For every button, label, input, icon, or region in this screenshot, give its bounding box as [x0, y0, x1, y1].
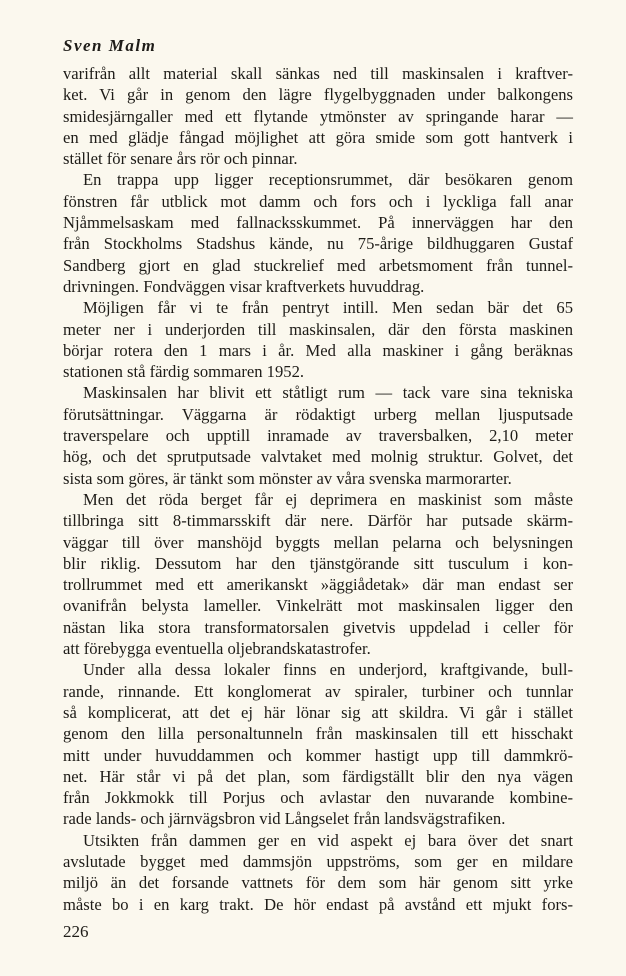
- text-line: tillbringa sitt 8-timmarsskift där nere. Därför har putsade skärm-: [63, 511, 573, 531]
- text-line: hög, och det sprutputsade valvtaket med molnig struktur. Golvet, det: [63, 447, 573, 467]
- text-line: Möjligen får vi te från pentryt intill. Men sedan bär det 65: [83, 298, 573, 318]
- paragraph: [63, 830, 573, 915]
- text-line: trollrummet med ett amerikanskt »äggiådetak» där man endast ser: [63, 575, 573, 595]
- text-line: drivningen. Fondväggen visar kraftverkets huvuddrag.: [63, 276, 425, 296]
- text-line: Men det röda berget får ej deprimera en maskinist som måste: [83, 489, 573, 509]
- text-line: att förebygga eventuella oljebrandskatastrofer.: [63, 639, 371, 659]
- text-line: traverspelare och upptill inramade av traversbalken, 2,10 meter: [63, 426, 573, 446]
- text-line: varifrån allt material skall sänkas ned till maskinsalen i kraftver-: [63, 64, 573, 83]
- page-number: 226: [63, 922, 89, 941]
- text-line: avslutade bygget med dammsjön uppströms, som ger en mildare: [63, 851, 573, 871]
- text-line: rade lands- och järnvägsbron vid Långselet från landsvägstrafiken.: [63, 809, 506, 829]
- text-line: En trappa upp ligger receptionsrummet, där besökaren genom: [83, 170, 573, 190]
- text-line: förutsättningar. Väggarna är rödaktigt urberg mellan ljusputsade: [63, 404, 573, 424]
- text-line: Maskinsalen har blivit ett ståtligt rum — tack vare sina tekniska: [83, 383, 573, 403]
- paragraph: [63, 659, 573, 829]
- text-line: fönstren får utblick mot damm och fors och i lyckliga fall anar: [63, 191, 573, 211]
- paragraph: [63, 63, 573, 169]
- text-line: rande, rinnande. Ett konglomerat av spiraler, turbiner och tunnlar: [63, 681, 573, 701]
- text-line: genom den lilla personaltunneln från maskinsalen till ett hisschakt: [63, 724, 573, 744]
- text-line: Njåmmelsaskam med fallnacksskummet. På innerväggen har den: [63, 213, 573, 233]
- paragraph: [63, 169, 573, 297]
- paragraph: [63, 489, 573, 659]
- text-line: stationen stå färdig sommaren 1952.: [63, 362, 305, 382]
- text-line: miljö än det forsande vattnets för dem som här genom sitt yrke: [63, 873, 573, 893]
- text-line: måste bo i en karg trakt. De hör endast på avstånd ett mjukt fors-: [63, 894, 573, 914]
- text-line: net. Här står vi på det plan, som färdigställt blir den nya vägen: [63, 766, 573, 786]
- text-line: väggar till över manshöjd byggts mellan pelarna och belysningen: [63, 532, 573, 552]
- text-line: nästan lika stora transformatorsalen givetvis uppdelad i celler för: [63, 617, 573, 637]
- text-line: så komplicerat, att det ej här lönar sig att skildra. Vi går i stället: [63, 702, 573, 722]
- running-head-author: Sven Malm: [63, 36, 157, 55]
- text-line: mitt under huvuddammen och kommer hastigt upp till dammkrö-: [63, 745, 573, 765]
- text-line: ovanifrån belysta lameller. Vinkelrätt mot maskinsalen ligger den: [63, 596, 573, 616]
- text-line: börjar rotera den 1 mars i år. Med alla maskiner i gång beräknas: [63, 340, 573, 360]
- text-line: sista som göres, är tänkt som mönster av våra svenska marmorarter.: [63, 468, 512, 488]
- paragraph: [63, 382, 573, 488]
- text-line: smidesjärngaller med ett flytande ytmönster av springande harar —: [63, 106, 573, 126]
- text-line: Utsikten från dammen ger en vid aspekt ej bara över det snart: [83, 830, 573, 850]
- text-line: blir riklig. Dessutom har den tjänstgörande sitt tusculum i kon-: [63, 553, 573, 573]
- text-line: Sandberg gjort en glad stuckrelief med arbetsmoment från tunnel-: [63, 255, 573, 275]
- text-line: en med glädje fångad möjlighet att göra smide som gott hantverk i: [63, 127, 573, 147]
- body-text: [63, 63, 573, 915]
- text-line: ket. Vi går in genom den lägre flygelbyggnaden under balkongens: [63, 85, 573, 105]
- paragraph: [63, 297, 573, 382]
- text-line: Under alla dessa lokaler finns en underjord, kraftgivande, bull-: [83, 660, 573, 680]
- text-line: meter ner i underjorden till maskinsalen, där den första maskinen: [63, 319, 573, 339]
- text-line: stället för senare års rör och pinnar.: [63, 149, 298, 169]
- text-line: från Stockholms Stadshus kände, nu 75-årige bildhuggaren Gustaf: [63, 234, 573, 254]
- text-line: från Jokkmokk till Porjus och avlastar den nuvarande kombine-: [63, 788, 573, 808]
